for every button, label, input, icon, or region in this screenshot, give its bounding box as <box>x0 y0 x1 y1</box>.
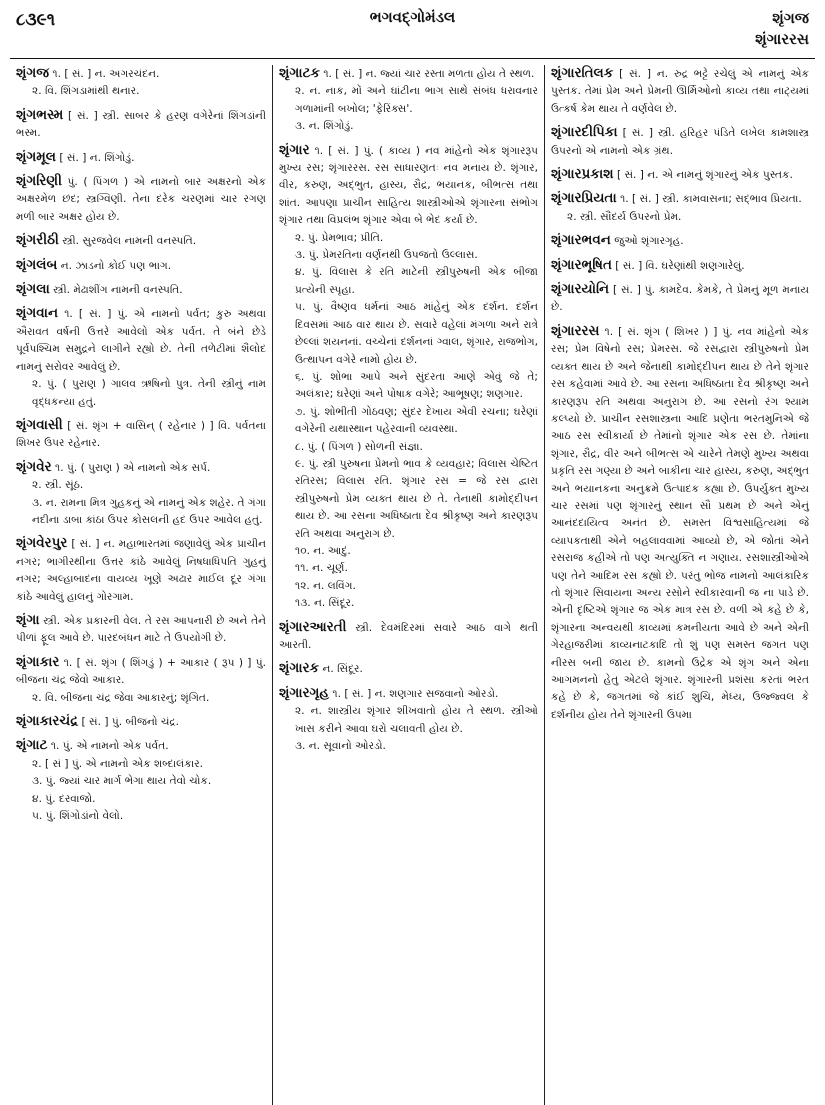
headword: શૃંગલા <box>16 281 50 298</box>
sense-text: ૨. ન. નાક, મોં અને ઘાંટીના ભાગ સાથે સંબંધ ધરાવનાર ગળામાંની બખોલ; 'ફેરિંક્સ'. <box>295 85 538 115</box>
definition-text: [ સં. ] વિ. ઘરેણાંથી શણગારેલું. <box>615 259 745 272</box>
headword: શૃંગારભૂષિત <box>551 256 612 273</box>
dictionary-entry <box>279 685 538 756</box>
dictionary-entry <box>16 612 266 648</box>
definition-text: ૧. [ સં. ] ન. જ્યાં ચાર રસ્તા મળતા હોય તે સ્થળ. <box>323 68 535 80</box>
sense-text: ૫. પું. વૈષ્ણવ ધર્મનાં આઠ માંહેનું એક દર્શન. દર્શન દિવસમાં આઠ વાર થાય છે. સવારે વહેલાં મંગળા અને રાત્રે છેલ્લાં શયનનાં. વચ્ચેનાં દર્શનનાં ગ્વાલ, શૃંગાર, રાજભોગ, ઉત્થાપન વગેરે નામો હોય છે. <box>295 301 538 366</box>
dictionary-entry <box>16 305 266 410</box>
headword: શૃંગરીઠી <box>16 232 59 249</box>
definition-text: ૧. [ સં. શૃંગ ( શિખર ) ] પું. નવ માંહેનો એક રસ; પ્રેમ વિષેનો રસ; પ્રેમરસ. જે રસદ્વારા સ્ત્રીપુરુષનો પ્રેમ વ્યક્ત થાય છે અને જેનાથી કામોદ્દીપન થાય છે તેને શૃંગાર રસ કહેવામાં આવે છે. આ રસના અધિષ્ઠાતા દેવ શ્રીકૃષ્ણ અને કારણરૂપ રતિ અથવા અનુરાગ છે. આ રસનો રંગ શ્યામ કલ્પ્યો છે. પ્રાચીન રસશાસ્ત્રના આદિ પ્રણેતા ભરતમુનિએ જે આઠ રસ સ્વીકાર્યા છે તેમાંનો શૃંગાર એક રસ છે. તેમાંના શૃંગાર, રૌદ્ર, વીર અને બીભત્સ એ ચારેને તેમણે મુખ્ય અથવા પ્રકૃતિ રસ ગણ્યા છે અને બાકીના ચાર હાસ્ય, કરુણ, અદ્ભુત અને ભયાનકના અનુક્રમે ઉત્પાદક કહ્યા છે. ઉપર્યુક્ત મુખ્ય ચાર રસમાં પણ શૃંગારનું સ્થાન સૌ પ્રથમ છે અને એનું આનંદદાયિત્વ અનંત છે. સમસ્ત વિશ્વસાહિત્યમાં જે વ્યાપકતાથી એને બહલાવવામાં આવ્યો છે, એ જોતાં એને રસરાજ કહીએ તો પણ અત્યુક્તિ ન ગણાય. રસશાસ્ત્રીઓએ પણ તેને આદિમ રસ કહ્યો છે. પરંતુ ભોજ નામનો આલંકારિક તો શૃંગાર સિવાયના અન્ય રસોને સ્વીકારવાની જ ના પાડે છે. એની દૃષ્ટિએ શૃંગાર જ એક માત્ર રસ છે. વળી એ કહે છે કે, શૃંગારના અન્વયથી કાવ્યમાં કમનીયતા આવે છે અને એની ગેરહાજરીમાં કાવ્યનાટકાદિ તો શું પણ સમસ્ત જગત પણ નીરસ બની જાય છે. કામનો ઉદ્રેક એ શૃંગ અને એના આગમનનો હેતુ એટલે શૃંગાર. શૃંગારની પ્રશંસા કરતાં ભરત કહે છે કે, જગતમાં જે કાંઈ શુચિ, મેધ્ય, ઉજ્જ્વલ કે દર્શનીય હોય તેને શૃંગારની ઉપમા <box>551 325 809 721</box>
definition-text: સ્ત્રી. સુરજવેલ નામની વનસ્પતિ. <box>62 235 197 248</box>
headword: શૃંગા <box>16 611 40 628</box>
dictionary-entry <box>16 65 266 101</box>
dictionary-entry <box>16 654 266 707</box>
dictionary-entry <box>16 459 266 530</box>
sense-text: ૩. પું. જ્યાં ચાર માર્ગ ભેગા થાય તેવો ચોક. <box>32 775 212 788</box>
sense-text: ૩. ન. રામના મિત્ર ગુહકનું એ નામનું એક શહેર. તે ગંગા નદીના ડાબા કાંઠા ઉપર કોસલની હદ ઉપર આવેલ હતું. <box>32 496 266 526</box>
sense-text: ૧૧. ન. ચૂર્ણ. <box>295 562 348 575</box>
definition-text: [ સં. ] પું. કામદેવ. કેમકે, તે પ્રેમનું મૂળ મનાય છે. <box>551 284 809 314</box>
headword: શૃંગારદીપિકા <box>551 124 618 141</box>
dictionary-entry <box>16 173 266 226</box>
sense-text: ૮. પું. ( પિંગળ ) સોળની સંજ્ઞા. <box>295 440 423 453</box>
headword: શૃંગમૂલ <box>16 148 57 165</box>
headword: શૃંગારભવન <box>551 232 611 249</box>
headword: શૃંગારપ્રિયતા <box>551 190 617 207</box>
sense-text: ૭. પું. શોભીતી ગોઠવણ; સુંદર દેખાય એવી રચના; ઘરેણાં વગેરેની યથાસ્થાન પહેરવાની વ્યવસ્થા. <box>295 405 538 436</box>
definition-text: [ સં. ] સ્ત્રી. સાબર કે હરણ વગેરેનાં શિંગડાંની ભસ્મ. <box>16 109 266 140</box>
guide-words <box>755 8 809 50</box>
headword: શૃંગારપ્રકાશ <box>551 166 614 183</box>
definition-text: ન. ઝાડનો કોઈ પણ ભાગ. <box>60 259 172 272</box>
headword: શૃંગાકાર <box>16 653 60 670</box>
headword: શૃંગારરસ <box>551 322 600 339</box>
definition-text: ૧. [ સં. ] ન. અગરચંદન. <box>52 68 160 80</box>
page-number: ૮૩૯૧ <box>16 10 56 30</box>
headword: શૃંગારતિલક <box>551 65 614 81</box>
sense-text: ૪. પું. વિલાસ કે રતિ માટેની સ્ત્રીપુરુષની એક બીજા પ્રત્યેની સ્પૃહા. <box>295 266 538 296</box>
dictionary-entry <box>279 65 538 136</box>
dictionary-entry <box>279 142 538 613</box>
definition-text: ૧. [ સં. ] પું. એ નામનો પર્વત; કુરુ અથવા ઐરાવત વર્ષની ઉત્તરે આવેલો એક પર્વત. તે બંને છેડે પૂર્વપશ્ચિમ સમુદ્રને લાગીને રહ્યો છે. તેની તળેટીમાં શૈલોદ નામનું સરોવર આવેલું છે. <box>16 308 266 373</box>
sense-text: ૧૦. ન. આદું. <box>295 544 351 557</box>
headword: શૃંગારગૃહ <box>279 684 330 701</box>
sense-text: ૨. [ સં ] પું. એ નામનો એક શબ્દાલંકાર. <box>32 757 204 770</box>
dictionary-entry <box>551 257 809 275</box>
sense-text: ૨. પું. પ્રેમભાવ; પ્રીતિ. <box>295 231 384 244</box>
dictionary-entry <box>551 65 809 118</box>
definition-text: [ સં. ] ન. શિંગોડું. <box>59 151 135 164</box>
guide-word-bottom: શૃંગારરસ <box>755 30 809 48</box>
sense-text: ૨. સ્ત્રી. સૂંઠ. <box>32 479 84 492</box>
sense-text: ૨. વિ. શિંગડામાંથી થનાર. <box>32 85 140 98</box>
headword: શૃંગરિણી <box>16 173 62 190</box>
sense-text: ૧૩. ન. સિંદૂર. <box>295 597 355 610</box>
headword: શૃંગવાન <box>16 305 59 322</box>
definition-text: ૧. [ સં. ] ન. શણગાર સજવાનો ઓરડો. <box>332 687 499 700</box>
headword: શૃંગવેરપુર <box>16 535 68 552</box>
sense-text: ૬. પું. શોભા આપે અને સુંદરતા આણે એવું જે તે; અલંકાર; ઘરેણાં અને પોષાક વગેરે; આભૂષણ; શણગાર. <box>295 370 538 401</box>
columns <box>10 65 815 1105</box>
headword: શૃંગાટ <box>16 737 48 754</box>
dictionary-entry <box>16 737 266 825</box>
dictionary-entry <box>16 107 266 143</box>
definition-text: ૧. પું. ( પુરાણ ) એ નામનો એક સર્પ. <box>55 461 211 474</box>
dictionary-entry <box>16 417 266 453</box>
headword: શૃંગાકારચંદ્ર <box>16 713 79 729</box>
headword: શૃંગવેર <box>16 458 52 475</box>
dictionary-entry <box>551 232 809 250</box>
definition-text: જુઓ શૃંગારગૃહ. <box>614 235 684 248</box>
guide-word-top: શૃંગજ <box>772 9 809 27</box>
running-title: ભગવદ્ગોમંડલ <box>369 8 456 26</box>
dictionary-entry <box>16 232 266 250</box>
dictionary-entry <box>279 619 538 655</box>
sense-text: ૩. ન. શિંગોડું. <box>295 120 354 133</box>
headword: શૃંગવાસી <box>16 416 63 433</box>
definition-text: [ સં. ] પું. બીજનો ચંદ્ર. <box>81 716 180 728</box>
definition-text: સ્ત્રી. મેઢાશીંગ નામની વનસ્પતિ. <box>53 284 183 297</box>
headword: શૃંગાર <box>279 141 310 158</box>
definition-text: [ સં. ] સ્ત્રી. હરિહર પંડિતે લખેલ કામશાસ્ત્ર ઉપરનો એ નામનો એક ગ્રંથ. <box>551 127 809 157</box>
column-1 <box>10 65 272 1105</box>
headword: શૃંગારઆરતી <box>279 618 347 635</box>
definition-text: [ સં. શૃંગ + વાસિન્ ( રહેનાર ) ] વિ. પર્વતના શિખર ઉપર રહેનાર. <box>16 419 266 450</box>
definition-text: [ સં. ] ન. રુદ્ર ભટ્ટે રચેલું એ નામનું એક પુસ્તક. તેમાં પ્રેમ અને પ્રેમની ઊર્મિઓનો કાવ્ય તથા નાટ્યમાં ઉત્કર્ષ કેમ થાય તે વર્ણવેલ છે. <box>551 68 809 115</box>
dictionary-entry <box>551 323 809 724</box>
headword: શૃંગજ <box>16 65 50 81</box>
dictionary-entry <box>16 149 266 167</box>
sense-text: ૨. ન. શાસ્ત્રીય શૃંગાર શીખવાતો હોય તે સ્થળ. સ્ત્રીઓ ખાસ કરીને આવા ઘરો ચલાવતી હોય છે. <box>295 705 538 735</box>
definition-text: ૧. પું. એ નામનો એક પર્વત. <box>50 740 169 753</box>
definition-text: ૧. [ સં. ] પું. ( કાવ્ય ) નવ માંહેનો એક શૃંગારરૂપ મુખ્ય રસ; શૃંગારરસ. રસ સાધારણતઃ નવ મનાય છે. શૃંગાર, વીર, કરુણ, અદ્ભુત, હાસ્ય, રૌદ્ર, ભયાનક, બીભત્સ તથા શાંત. આપણા પ્રાચીન સાહિત્ય શાસ્ત્રીઓએ શૃંગારના સંભોગ શૃંગાર તથા વિપ્રલંભ શૃંગાર એવા બે ભેદ કર્યા છે. <box>279 144 538 227</box>
headword: શૃંગારક <box>279 660 320 677</box>
headword: શૃંગાટક <box>279 65 320 81</box>
page-header <box>10 6 815 59</box>
definition-text: [ સં. ] ન. એ નામનું શૃંગારનું એક પુસ્તક. <box>616 169 793 182</box>
dictionary-entry <box>16 535 266 606</box>
definition-text: [ સં. ] ન. મહાભારતમાં જણાવેલું એક પ્રાચીન નગર; ભાગીરથીના ઉત્તર કાંઠે આવેલું નિષધાધિપતિ ગુહનું નગર; અલ્હાબાદના વાયવ્ય ખૂણે અઢાર માઈલ દૂર ગંગા કાંઠે આવેલું હાલનું ગોરગામ. <box>16 538 266 603</box>
sense-text: ૩. પું. પ્રેમરતિના વર્ણનથી ઉપજતો ઉલ્લાસ. <box>295 249 478 262</box>
dictionary-entry <box>551 281 809 317</box>
sense-text: ૨. વિ. બીજના ચંદ્ર જેવા આકારનું; શૃંગિત. <box>32 691 210 704</box>
headword: શૃંગારયોનિ <box>551 281 610 298</box>
definition-text: ૧. [ સં. શૃંગ ( શિંગડું ) + આકાર ( રૂપ ) ] પું. બીજના ચંદ્ર જેવો આકાર. <box>16 656 266 687</box>
dictionary-entry <box>16 281 266 299</box>
dictionary-entry <box>16 713 266 731</box>
dictionary-entry <box>16 257 266 275</box>
sense-text: ૪. પું. દરવાજો. <box>32 792 96 805</box>
definition-text: ન. સિંદૂર. <box>322 663 363 676</box>
sense-text: ૧૨. ન. લવિંગ. <box>295 579 356 592</box>
definition-text: પું. ( પિંગળ ) એ નામનો બાર અક્ષરનો એક અક્ષરમેળ છંદ; સ્ત્રગ્વિણી. તેના દરેક ચરણમાં ચાર રગણ મળી બાર અક્ષર હોય છે. <box>16 176 266 223</box>
dictionary-entry <box>551 124 809 160</box>
definition-text: સ્ત્રી. દેવમંદિરમાં સવારે આઠ વાગે થતી આરતી. <box>279 621 538 651</box>
dictionary-entry <box>279 660 538 678</box>
dictionary-entry <box>551 190 809 226</box>
sense-text: ૫. પું. શિંગોડાંનો વેલો. <box>32 810 124 823</box>
sense-text: ૨. સ્ત્રી. સૌંદર્ય ઉપરનો પ્રેમ. <box>567 210 682 223</box>
column-2 <box>272 65 544 1105</box>
sense-text: ૨. પું. ( પુરાણ ) ગાલવ ઋષિનો પુત્ર. તેની સ્ત્રીનું નામ વૃદ્ધકન્યા હતું. <box>32 378 266 408</box>
dictionary-entry <box>551 166 809 184</box>
headword: શૃંગભસ્મ <box>16 106 64 123</box>
column-3 <box>544 65 815 1105</box>
sense-text: ૯. પું. સ્ત્રી પુરુષના પ્રેમનો ભાવ કે વ્યવહાર; વિલાસ ચેષ્ટિત રતિરસ; વિલાસ રતિ. શૃંગાર રસ = જે રસ દ્વારા સ્ત્રીપુરુષનો પ્રેમ વ્યક્ત થાય છે તે. તેનાથી કામોદ્દીપન થાય છે. આ રસના અધિષ્ઠાતા દેવ શ્રીકૃષ્ણ અને કારણરૂપ રતિ અથવા અનુરાગ છે. <box>295 457 538 540</box>
definition-text: ૧. [ સં. ] સ્ત્રી. કામવાસના; સદ્ભાવ પ્રિયતા. <box>620 193 802 206</box>
definition-text: સ્ત્રી. એક પ્રકારની વેલ. તે રસ આપનારી છે અને તેને પીળાં ફૂલ આવે છે. પારદબંધન માટે તે ઉપયોગી છે. <box>16 614 266 645</box>
headword: શૃંગલંબ <box>16 256 58 273</box>
sense-text: ૩. ન. સૂવાનો ઓરડો. <box>295 740 386 753</box>
